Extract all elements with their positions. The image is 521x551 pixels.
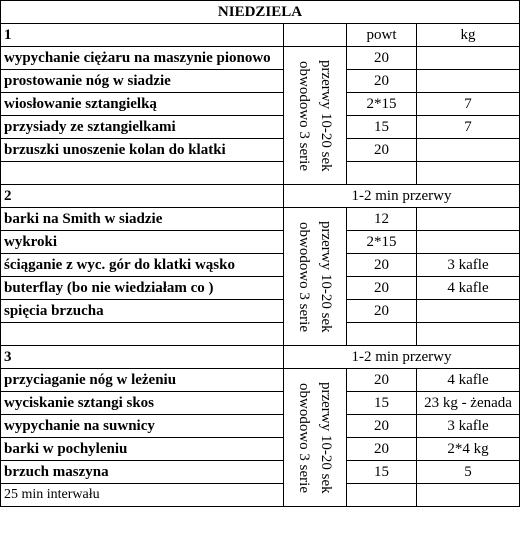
section-number: 2: [1, 185, 284, 208]
table-row: [1, 392, 520, 415]
table-row: [1, 254, 520, 277]
table-row: [1, 300, 520, 323]
day-title: NIEDZIELA: [1, 1, 520, 24]
reps-value: 20: [347, 47, 417, 70]
table-row: [1, 139, 520, 162]
section-spacer-cell: [284, 24, 347, 47]
table-row: [1, 116, 520, 139]
weight-value: 7: [417, 93, 520, 116]
circuit-rest-text: przerwy 10-20 sek: [318, 59, 334, 172]
circuit-note: [284, 369, 347, 507]
circuit-rest-text: przerwy 10-20 sek: [318, 381, 334, 494]
reps-value: 20: [347, 369, 417, 392]
empty-cell: [417, 484, 520, 507]
exercise-name: spięcia brzucha: [1, 300, 284, 323]
table-row: [1, 93, 520, 116]
weight-value: [417, 139, 520, 162]
reps-value: 15: [347, 461, 417, 484]
table-row: [1, 47, 520, 70]
exercise-name: wypychanie ciężaru na maszynie pionowo: [1, 47, 284, 70]
exercise-name: ściąganie z wyc. gór do klatki wąsko: [1, 254, 284, 277]
reps-value: 2*15: [347, 93, 417, 116]
empty-cell: [347, 323, 417, 346]
exercise-name: brzuch maszyna: [1, 461, 284, 484]
section-number: 3: [1, 346, 284, 369]
reps-value: 20: [347, 415, 417, 438]
section-header-row: [1, 185, 520, 208]
table-row: [1, 277, 520, 300]
section-rest-note: 1-2 min przerwy: [284, 346, 520, 369]
weight-value: 23 kg - żenada: [417, 392, 520, 415]
reps-value: 20: [347, 254, 417, 277]
weight-value: 2*4 kg: [417, 438, 520, 461]
exercise-name: wykroki: [1, 231, 284, 254]
section-number: 1: [1, 24, 284, 47]
footer-row: [1, 484, 520, 507]
exercise-name: prostowanie nóg w siadzie: [1, 70, 284, 93]
weight-value: [417, 208, 520, 231]
exercise-name: barki na Smith w siadzie: [1, 208, 284, 231]
table-row: [1, 415, 520, 438]
empty-cell: [417, 162, 520, 185]
section-header-row: [1, 346, 520, 369]
exercise-name: wiosłowanie sztangielką: [1, 93, 284, 116]
empty-cell: [347, 162, 417, 185]
empty-row: [1, 162, 520, 185]
column-header-powt: powt: [347, 24, 417, 47]
table-row: [1, 208, 520, 231]
exercise-name: wypychanie na suwnicy: [1, 415, 284, 438]
exercise-name: przyciaganie nóg w leżeniu: [1, 369, 284, 392]
table-row: [1, 70, 520, 93]
weight-value: 5: [417, 461, 520, 484]
empty-cell: [347, 484, 417, 507]
exercise-name: buterflay (bo nie wiedziałam co ): [1, 277, 284, 300]
circuit-series-text: obwodowo 3 serie: [296, 221, 312, 332]
empty-cell: [1, 162, 284, 185]
reps-value: 15: [347, 116, 417, 139]
weight-value: 4 kafle: [417, 277, 520, 300]
reps-value: 20: [347, 139, 417, 162]
weight-value: 3 kafle: [417, 254, 520, 277]
interval-note: 25 min interwału: [1, 484, 284, 507]
weight-value: [417, 47, 520, 70]
reps-value: 15: [347, 392, 417, 415]
empty-cell: [1, 323, 284, 346]
empty-cell: [417, 323, 520, 346]
reps-value: 20: [347, 438, 417, 461]
section-header-row: [1, 24, 520, 47]
table-row: [1, 438, 520, 461]
reps-value: 20: [347, 70, 417, 93]
circuit-series-text: obwodowo 3 serie: [296, 382, 312, 493]
table-row: [1, 369, 520, 392]
reps-value: 20: [347, 277, 417, 300]
empty-row: [1, 323, 520, 346]
exercise-name: wyciskanie sztangi skos: [1, 392, 284, 415]
exercise-name: brzuszki unoszenie kolan do klatki: [1, 139, 284, 162]
circuit-note: [284, 208, 347, 346]
weight-value: 3 kafle: [417, 415, 520, 438]
reps-value: 20: [347, 300, 417, 323]
exercise-name: barki w pochyleniu: [1, 438, 284, 461]
table-row: [1, 461, 520, 484]
weight-value: [417, 70, 520, 93]
reps-value: 2*15: [347, 231, 417, 254]
weight-value: [417, 231, 520, 254]
section-rest-note: 1-2 min przerwy: [284, 185, 520, 208]
weight-value: 7: [417, 116, 520, 139]
column-header-kg: kg: [417, 24, 520, 47]
weight-value: [417, 300, 520, 323]
circuit-rest-text: przerwy 10-20 sek: [318, 220, 334, 333]
weight-value: 4 kafle: [417, 369, 520, 392]
circuit-series-text: obwodowo 3 serie: [296, 60, 312, 171]
title-row: [1, 1, 520, 24]
exercise-name: przysiady ze sztangielkami: [1, 116, 284, 139]
circuit-note: [284, 47, 347, 185]
table-row: [1, 231, 520, 254]
reps-value: 12: [347, 208, 417, 231]
